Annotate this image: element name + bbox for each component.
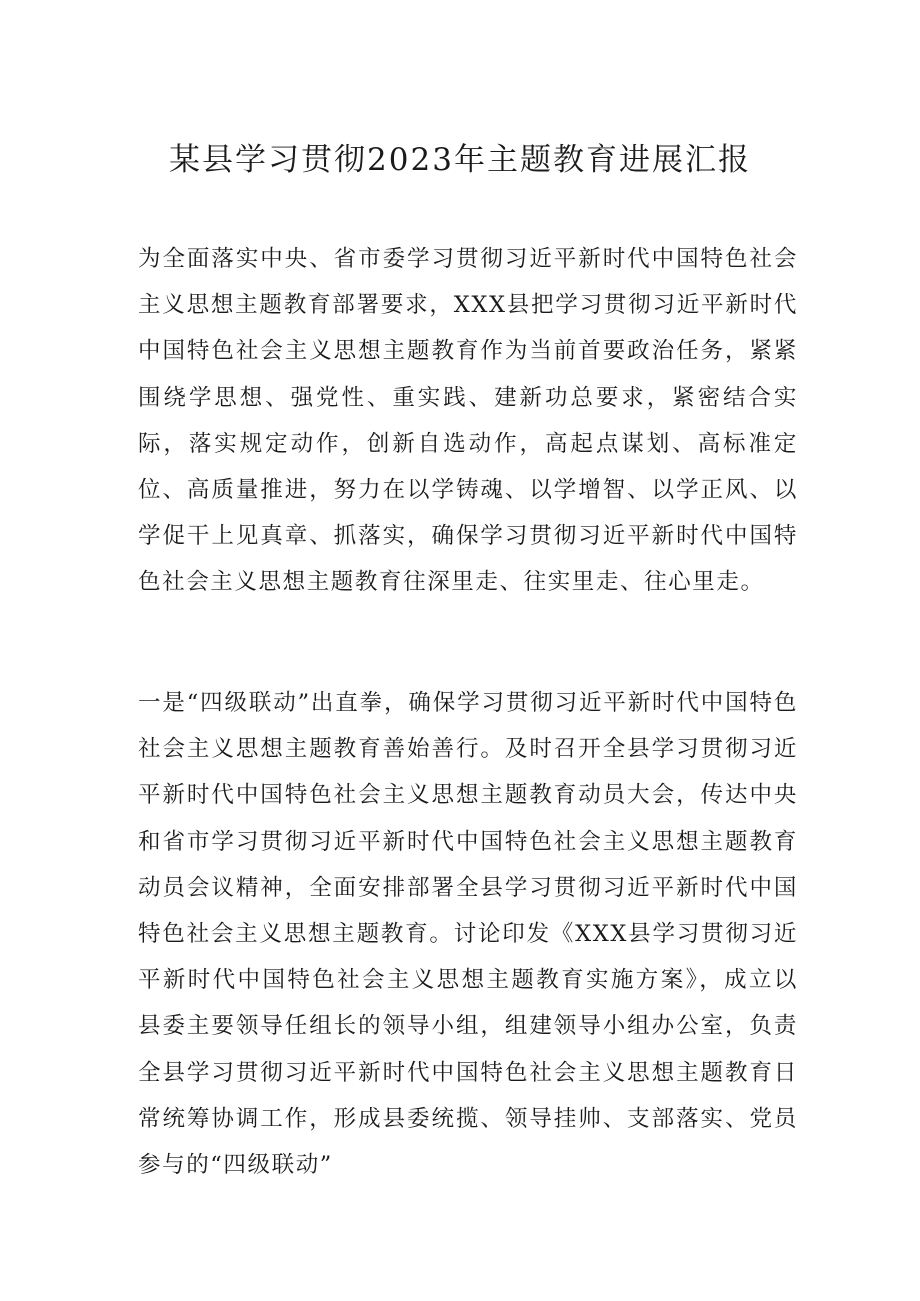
paragraph-intro: 为全面落实中央、省市委学习贯彻习近平新时代中国特色社会主义思想主题教育部署要求，XXX县把学习贯彻习近平新时代中国特色社会主义思想主题教育作为当前首要政治任务，紧紧围绕学思想、强党性、重实践、建新功总要求，紧密结合实际，落实规定动作，创新自选动作，高起点谋划、高标准定位、高质量推进，努力在以学铸魂、以学增智、以学正风、以学促干上见真章、抓落实，确保学习贯彻习近平新时代中国特色社会主义思想主题教育往深里走、往实里走、往心里走。	[138, 246, 798, 596]
paragraph-four-level-linkage: 一是“四级联动”出直拳，确保学习贯彻习近平新时代中国特色社会主义思想主题教育善始善行。及时召开全县学习贯彻习近平新时代中国特色社会主义思想主题教育动员大会，传达中央和省市学习贯彻习近平新时代中国特色社会主义思想主题教育动员会议精神，全面安排部署全县学习贯彻习近平新时代中国特色社会主义思想主题教育。讨论印发《XXX县学习贯彻习近平新时代中国特色社会主义思想主题教育实施方案》，成立以县委主要领导任组长的领导小组，组建领导小组办公室，负责全县学习贯彻习近平新时代中国特色社会主义思想主题教育日常统筹协调工作，形成县委统揽、领导挂帅、支部落实、党员参与的“四级联动”	[138, 690, 798, 1179]
document-title: 某县学习贯彻2023年主题教育进展汇报	[169, 142, 751, 178]
